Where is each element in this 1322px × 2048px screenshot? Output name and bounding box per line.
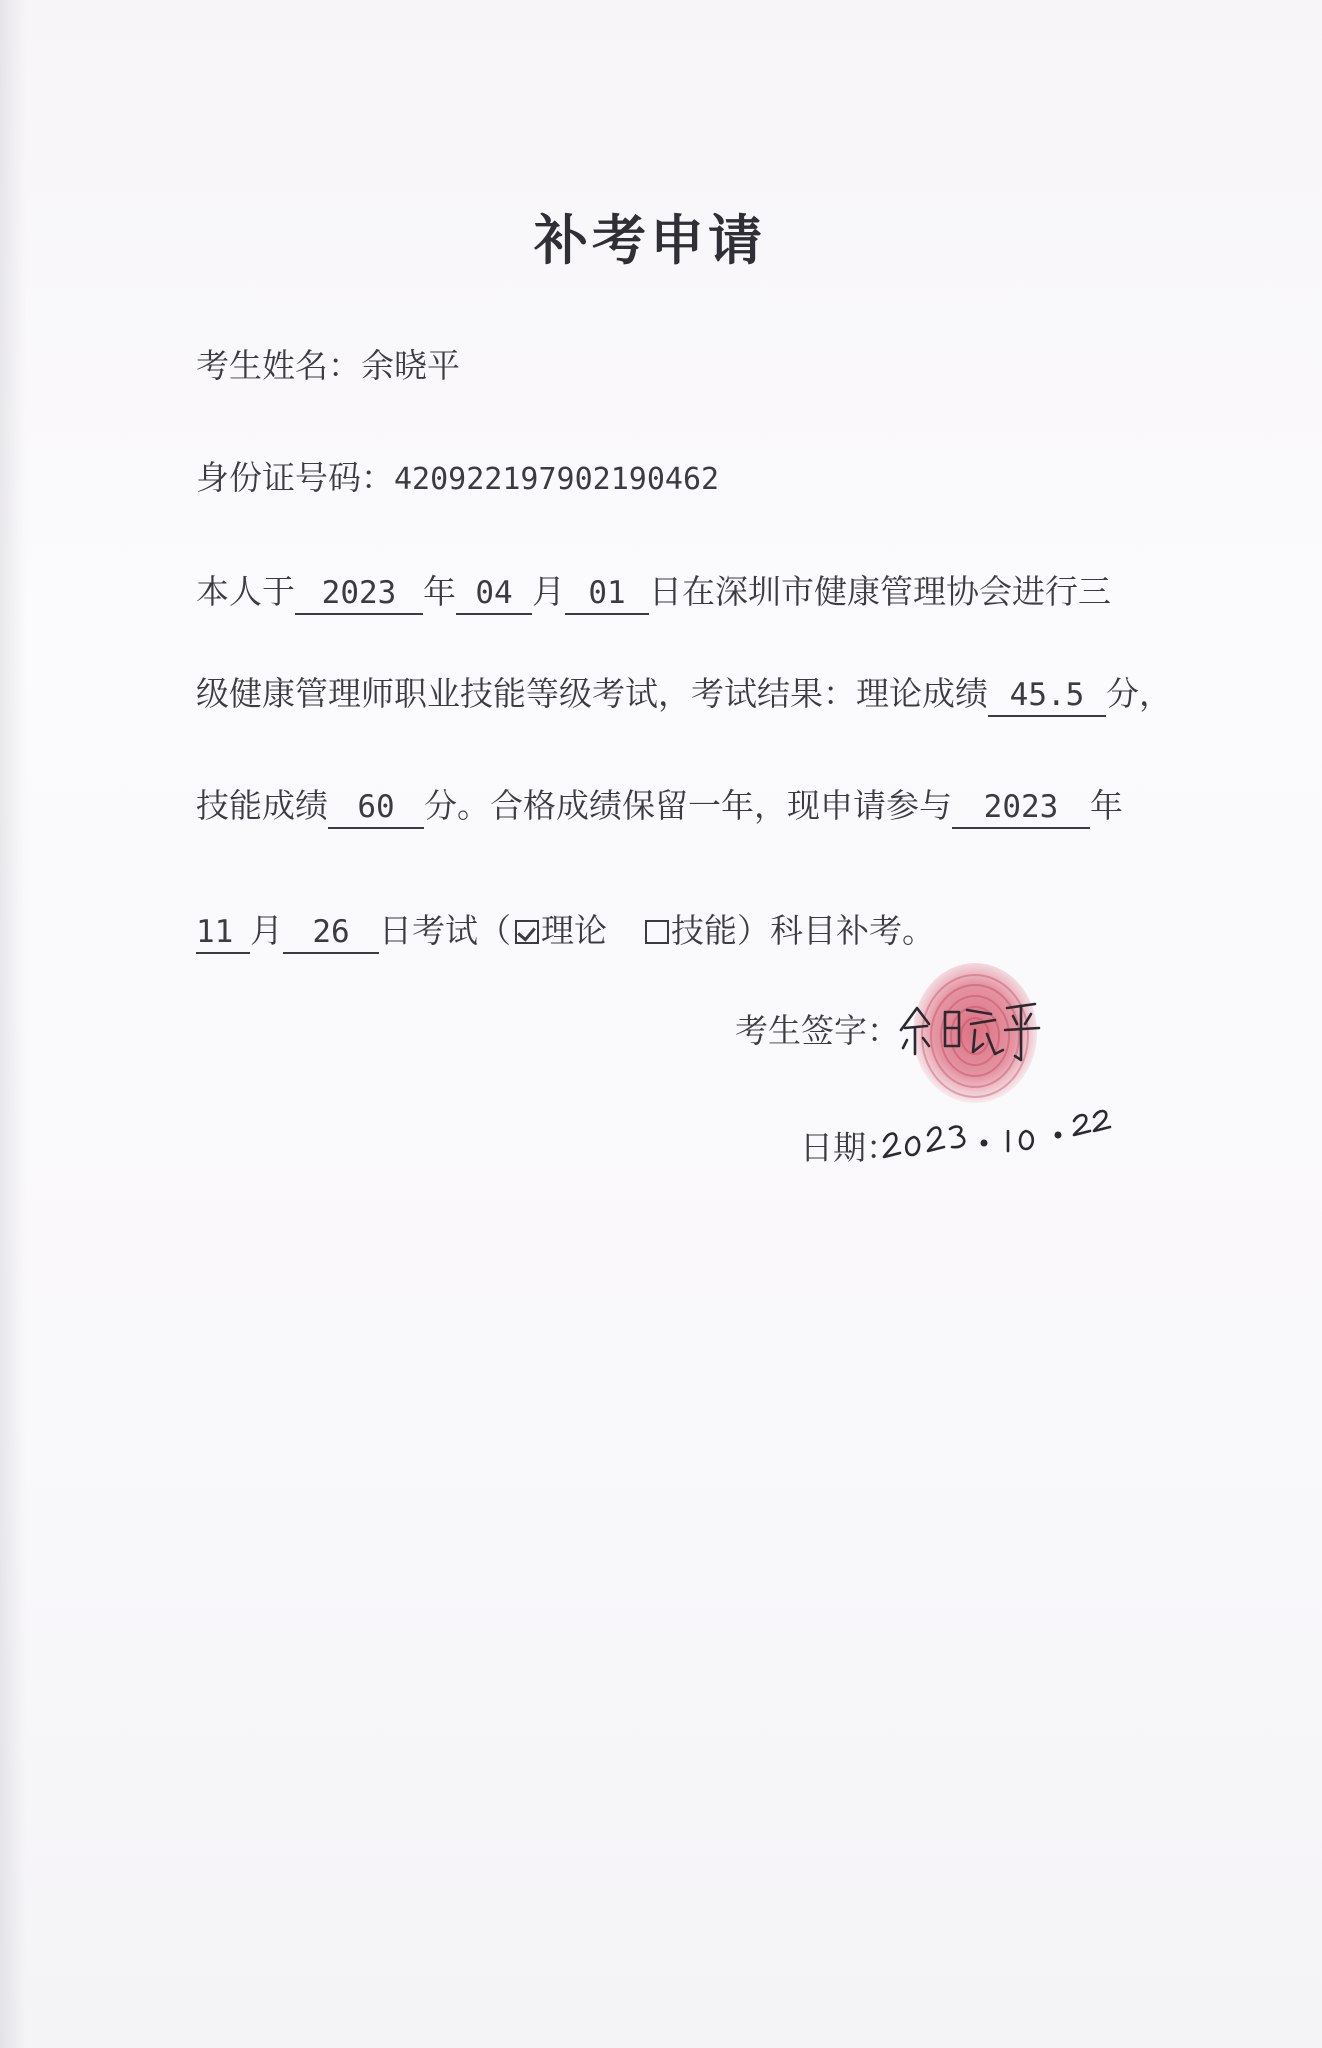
exam-year-field: 2023 [295,573,423,615]
line4-suffix: ）科目补考。 [737,911,935,950]
signature-label: 考生签字： [735,1011,900,1050]
name-value: 余晓平 [361,346,460,385]
exam-day-field: 01 [565,573,649,615]
line3-mid: 分。合格成绩保留一年，现申请参与 [424,786,952,825]
line3-prefix: 技能成绩 [196,786,328,825]
page-edge-shadow [0,0,26,2048]
theory-checkbox [515,920,539,944]
line4-month-unit: 月 [250,911,283,950]
month-unit: 月 [532,572,565,611]
name-label: 考生姓名： [196,346,361,385]
id-value: 420922197902190462 [394,462,720,497]
score-unit: 分， [1106,674,1172,713]
id-label: 身份证号码： [196,458,394,497]
year-unit: 年 [423,572,456,611]
date-label: 日期： [800,1128,899,1167]
exam-month-field: 04 [456,573,532,615]
document-title: 补考申请 [534,208,766,272]
retake-month-field: 11 [196,912,250,954]
line1-prefix: 本人于 [196,572,295,611]
retake-year-field: 2023 [952,787,1090,829]
option-theory-label: 理论 [541,911,607,950]
option-skill-label: 技能 [671,911,737,950]
line2-text: 级健康管理师职业技能等级考试，考试结果：理论成绩 [196,674,988,713]
paragraph-line-4 [196,905,935,954]
paragraph-line-1 [196,566,1111,615]
theory-score-field: 45.5 [988,675,1106,717]
skill-checkbox [645,920,669,944]
paragraph-line-2 [196,668,1172,717]
paragraph-line-3 [196,780,1123,829]
line4-mid: 日考试（ [379,911,511,950]
candidate-name-line [196,340,460,387]
handwritten-date [880,1085,1120,1165]
handwritten-signature [895,990,1045,1070]
id-number-line [196,452,719,499]
skill-score-field: 60 [328,787,424,829]
line1-suffix: 日在深圳市健康管理协会进行三 [649,572,1111,611]
line3-year-unit: 年 [1090,786,1123,825]
retake-day-field: 26 [283,912,379,954]
